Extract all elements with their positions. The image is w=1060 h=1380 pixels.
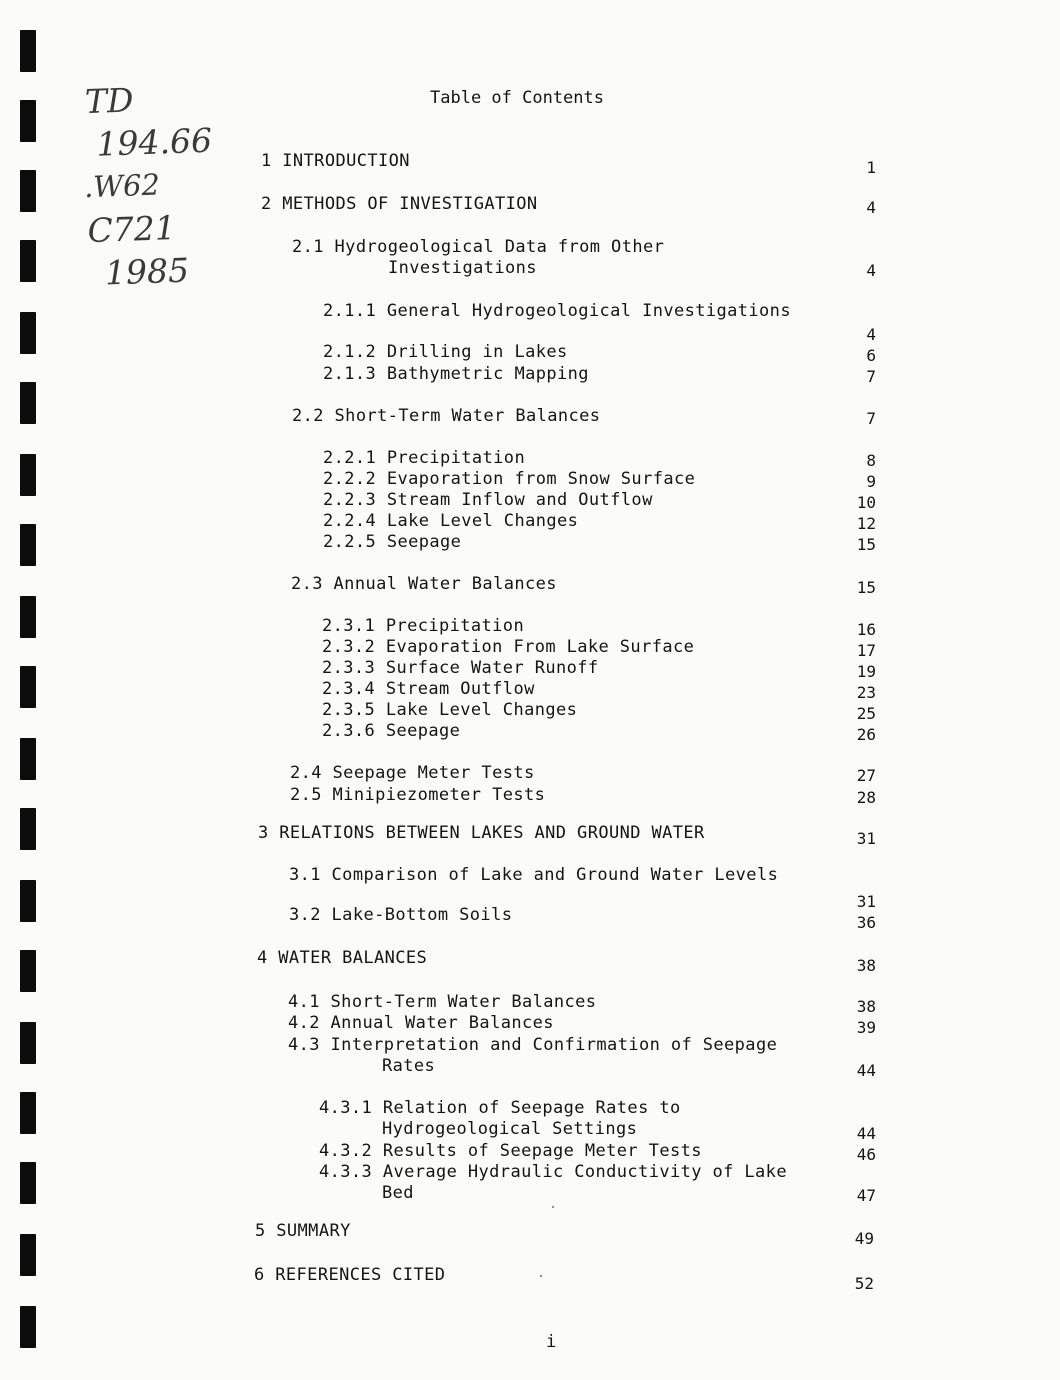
section-number: 2.4 [290, 763, 322, 783]
section-number: 2.2.3 [323, 490, 377, 510]
section-title: Lake Level Changes [385, 700, 578, 720]
section-title: REFERENCES CITED [275, 1265, 446, 1285]
toc-entry-heading [323, 301, 791, 321]
section-title: Evaporation From Lake Surface [385, 637, 695, 657]
toc-entry [291, 574, 557, 595]
page-number: 39 [856, 1018, 876, 1037]
toc-entry-heading [322, 616, 524, 636]
section-title: Surface Water Runoff [385, 658, 599, 678]
section-title-continued: Investigations [388, 258, 537, 278]
section-number: 2.3.3 [322, 658, 376, 678]
toc-entry-heading [292, 237, 664, 257]
toc-entry [290, 785, 545, 806]
page-number: 49 [854, 1229, 874, 1248]
section-number: 2.1.3 [323, 364, 377, 384]
toc-entry-heading [257, 948, 427, 968]
toc-entry-heading [323, 342, 568, 362]
binding-hole [20, 666, 36, 708]
toc-entry-heading [288, 992, 596, 1012]
scan-speck [552, 1206, 554, 1208]
toc-entry-heading [289, 865, 778, 885]
section-number: 2.3.5 [322, 700, 376, 720]
section-number: 2.2.1 [323, 448, 377, 468]
section-title: Stream Inflow and Outflow [386, 490, 653, 510]
section-number: 2.3.6 [322, 721, 376, 741]
binding-hole [20, 596, 36, 638]
page-number: 8 [866, 451, 876, 470]
page-number: 15 [856, 578, 876, 597]
toc-entry [323, 490, 653, 511]
page-number: 31 [856, 892, 876, 911]
page-number: 17 [856, 641, 876, 660]
toc-entry [322, 658, 599, 679]
section-title: SUMMARY [276, 1221, 351, 1241]
toc-entry-heading [261, 194, 538, 214]
call-number-line: TD [84, 80, 135, 122]
section-number: 4.1 [288, 992, 320, 1012]
page-number: 7 [866, 409, 876, 428]
toc-entry-heading [323, 469, 695, 489]
section-title: Bathymetric Mapping [386, 364, 589, 384]
section-title: Comparison of Lake and Ground Water Levels [331, 865, 779, 885]
page-number: 47 [856, 1186, 876, 1205]
toc-entry-heading [288, 1013, 554, 1033]
toc-entry-heading [292, 406, 600, 426]
section-number: 3.2 [289, 905, 321, 925]
toc-entry [323, 469, 695, 490]
binding-hole [20, 1234, 36, 1276]
page-number: 44 [856, 1124, 876, 1143]
binding-hole [20, 170, 36, 212]
toc-entry-heading [291, 574, 557, 594]
binding-hole [20, 880, 36, 922]
toc-entry-heading [323, 511, 578, 531]
toc-entry-heading [323, 448, 525, 468]
section-number: 4.3.3 [319, 1162, 373, 1182]
toc-entry [292, 237, 664, 279]
toc-entry-heading [322, 721, 460, 741]
page-number: 9 [866, 472, 876, 491]
toc-entry-heading [288, 1035, 777, 1055]
section-number: 4.2 [288, 1013, 320, 1033]
toc-entry [319, 1141, 702, 1162]
binding-hole [20, 1022, 36, 1064]
toc-entry-heading [290, 763, 535, 783]
toc-entry [258, 823, 705, 844]
toc-entry [292, 406, 600, 427]
toc-entry-heading [322, 679, 535, 699]
binding-hole [20, 312, 36, 354]
toc-entry [255, 1221, 351, 1242]
section-number: 3 [258, 823, 269, 843]
toc-entry [254, 1265, 445, 1286]
toc-entry-heading [323, 532, 461, 552]
page-number: 25 [856, 704, 876, 723]
section-number: 2.2 [292, 406, 324, 426]
page-number: 19 [856, 662, 876, 681]
binding-hole [20, 100, 36, 142]
binding-holes [20, 0, 40, 1380]
section-title-continued: Rates [382, 1056, 436, 1076]
page-number: 38 [856, 997, 876, 1016]
page-number: 46 [856, 1145, 876, 1164]
section-number: 2.3.4 [322, 679, 376, 699]
toc-entry [289, 905, 512, 926]
section-number: 4.3.1 [319, 1098, 373, 1118]
page-number: 4 [866, 198, 876, 217]
page-number: 12 [856, 514, 876, 533]
page-number: 36 [856, 913, 876, 932]
section-number: 3.1 [289, 865, 321, 885]
toc-entry-heading [254, 1265, 445, 1285]
toc-entry [322, 700, 577, 721]
toc-entry [323, 532, 461, 553]
binding-hole [20, 454, 36, 496]
toc-entry [322, 721, 460, 742]
page-number: 4 [866, 261, 876, 280]
section-number: 2.3.1 [322, 616, 376, 636]
section-title-continued: Bed [382, 1183, 414, 1203]
toc-entry [261, 194, 538, 215]
section-title: Precipitation [385, 616, 525, 636]
handwritten-call-number [76, 76, 217, 296]
section-number: 2 [261, 194, 272, 214]
call-number-line: 1985 [104, 250, 190, 293]
scan-speck [540, 1275, 542, 1277]
section-title: General Hydrogeological Investigations [386, 301, 791, 321]
toc-entry [323, 364, 589, 385]
section-number: 4 [257, 948, 268, 968]
toc-title: Table of Contents [430, 88, 604, 108]
page-number: 23 [856, 683, 876, 702]
toc-entry [288, 1013, 554, 1034]
page-folio: i [546, 1332, 557, 1352]
section-title: Stream Outflow [385, 679, 535, 699]
section-title: Annual Water Balances [333, 574, 557, 594]
toc-entry-heading [323, 364, 589, 384]
page-number: 15 [856, 535, 876, 554]
page-number: 26 [856, 725, 876, 744]
call-number-line: 194.66 [95, 120, 213, 164]
binding-hole [20, 524, 36, 566]
toc-entry [323, 448, 525, 469]
section-number: 2.3.2 [322, 637, 376, 657]
toc-entry-heading [261, 151, 410, 171]
page-number: 6 [866, 346, 876, 365]
toc-entry [322, 679, 535, 700]
toc-entry-heading [319, 1162, 787, 1182]
section-title: Drilling in Lakes [386, 342, 568, 362]
toc-entry [288, 992, 596, 1013]
page-number: 31 [856, 829, 876, 848]
section-title: METHODS OF INVESTIGATION [282, 194, 538, 214]
section-title: Seepage Meter Tests [332, 763, 535, 783]
section-number: 2.2.5 [323, 532, 377, 552]
toc-entry-heading [323, 490, 653, 510]
page-number: 4 [866, 325, 876, 344]
section-number: 1 [261, 151, 272, 171]
toc-entry-heading [258, 823, 705, 843]
section-title: INTRODUCTION [282, 151, 410, 171]
toc-entry-heading [255, 1221, 351, 1241]
section-number: 4.3.2 [319, 1141, 373, 1161]
section-title: Precipitation [386, 448, 526, 468]
section-title: Annual Water Balances [330, 1013, 554, 1033]
page-number: 27 [856, 766, 876, 785]
toc-entry [322, 616, 524, 637]
toc-entry-heading [319, 1098, 681, 1118]
section-title: Short-Term Water Balances [334, 406, 601, 426]
toc-entry [319, 1162, 787, 1204]
section-number: 5 [255, 1221, 266, 1241]
section-title: Minipiezometer Tests [332, 785, 546, 805]
toc-entry [290, 763, 535, 784]
section-title: Evaporation from Snow Surface [386, 469, 696, 489]
section-title: Interpretation and Confirmation of Seepage [330, 1035, 778, 1055]
section-title: Seepage [385, 721, 461, 741]
section-number: 2.1.1 [323, 301, 377, 321]
toc-entry [319, 1098, 681, 1140]
page-number: 28 [856, 788, 876, 807]
section-number: 2.2.4 [323, 511, 377, 531]
binding-hole [20, 950, 36, 992]
toc-entry [257, 948, 427, 969]
toc-entry-heading [322, 700, 577, 720]
binding-hole [20, 1092, 36, 1134]
section-title: Lake Level Changes [386, 511, 579, 531]
section-number: 2.5 [290, 785, 322, 805]
toc-entry [288, 1035, 777, 1077]
section-number: 2.1 [292, 237, 324, 257]
section-number: 6 [254, 1265, 265, 1285]
section-title: WATER BALANCES [278, 948, 428, 968]
section-title: Short-Term Water Balances [330, 992, 597, 1012]
section-title: Relation of Seepage Rates to [382, 1098, 681, 1118]
toc-entry-heading [322, 637, 694, 657]
section-number: 2.1.2 [323, 342, 377, 362]
binding-hole [20, 240, 36, 282]
toc-entry-heading [289, 905, 512, 925]
binding-hole [20, 382, 36, 424]
toc-entry [261, 151, 410, 172]
toc-entry [289, 865, 778, 886]
toc-entry [323, 342, 568, 363]
section-title: Average Hydraulic Conductivity of Lake [382, 1162, 787, 1182]
section-number: 4.3 [288, 1035, 320, 1055]
binding-hole [20, 738, 36, 780]
toc-entry [322, 637, 694, 658]
section-title: Results of Seepage Meter Tests [382, 1141, 702, 1161]
section-title-continued: Hydrogeological Settings [382, 1119, 638, 1139]
page-number: 1 [866, 158, 876, 177]
page-number: 16 [856, 620, 876, 639]
page-number: 52 [854, 1274, 874, 1293]
section-title: RELATIONS BETWEEN LAKES AND GROUND WATER [279, 823, 705, 843]
section-title: Seepage [386, 532, 462, 552]
binding-hole [20, 1162, 36, 1204]
section-title: Lake-Bottom Soils [331, 905, 513, 925]
toc-entry [323, 511, 578, 532]
toc-entry-heading [319, 1141, 702, 1161]
page-number: 44 [856, 1061, 876, 1080]
toc-entry [323, 301, 791, 322]
page-number: 10 [856, 493, 876, 512]
page-number: 38 [856, 956, 876, 975]
section-number: 2.2.2 [323, 469, 377, 489]
call-number-line: .W62 [83, 167, 161, 205]
binding-hole [20, 1306, 36, 1348]
toc-entry-heading [290, 785, 545, 805]
section-number: 2.3 [291, 574, 323, 594]
call-number-line: C721 [86, 208, 177, 251]
toc-entry-heading [322, 658, 599, 678]
binding-hole [20, 808, 36, 850]
section-title: Hydrogeological Data from Other [334, 237, 665, 257]
binding-hole [20, 30, 36, 72]
page-number: 7 [866, 367, 876, 386]
